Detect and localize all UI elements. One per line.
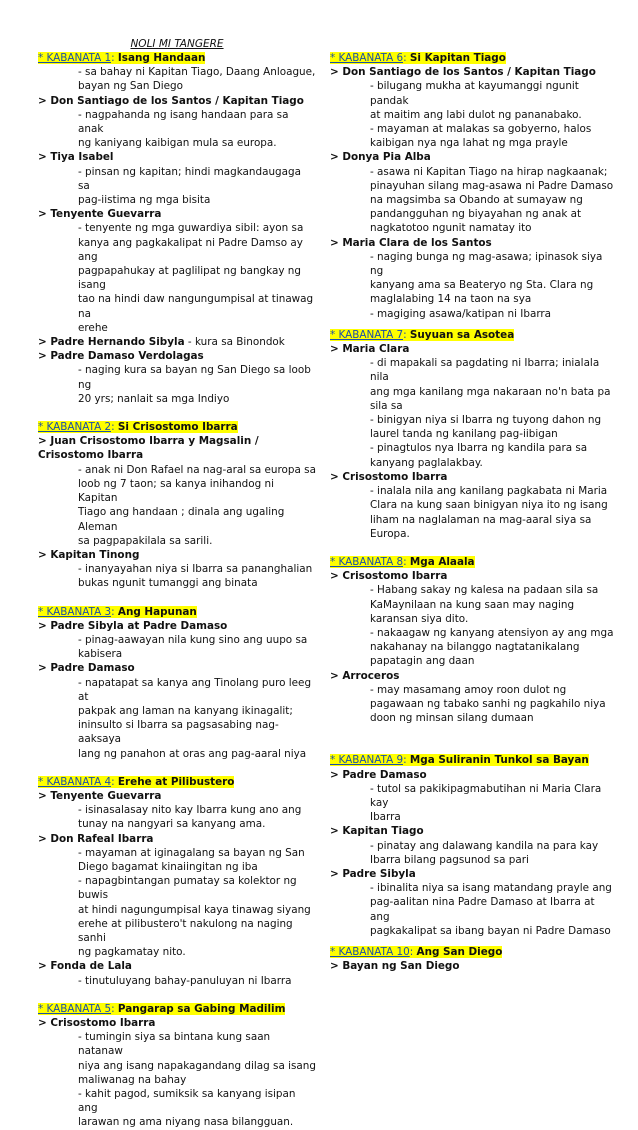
chapter-5	[38, 1002, 316, 1130]
character-name: > Kapitan Tinong	[38, 548, 140, 561]
character-name: > Maria Clara de los Santos	[330, 236, 492, 249]
text-line: kanyang ama sa Beateryo ng Sta. Clara ng	[370, 279, 594, 292]
character-name: > Arroceros	[330, 669, 400, 682]
right-column	[330, 0, 615, 973]
text-line: - magiging asawa/katipan ni Ibarra	[370, 307, 552, 320]
text-line: pagkakalipat sa ibang bayan ni Padre Damaso	[370, 924, 611, 937]
text-line: lang ng panahon at oras ang pag-aaral niya	[78, 747, 307, 760]
chapter-10-title: Ang San Diego	[416, 945, 503, 958]
text-line: pagawaan ng tabako sanhi ng pagkahilo niya	[370, 697, 606, 710]
character-name: > Donya Pia Alba	[330, 151, 431, 164]
chapter-3-number: * KABANATA 3	[38, 605, 112, 618]
document-title: NOLI MI TANGERE	[130, 38, 224, 50]
chapter-6	[330, 51, 615, 321]
text-line: - pinatay ang dalawang kandila na para kay	[370, 839, 599, 852]
chapter-2-heading: * KABANATA 2: Si Crisostomo Ibarra	[38, 421, 238, 434]
chapter-2	[38, 420, 316, 590]
text-line: - nakaagaw ng kanyang atensiyon ay ang mga	[370, 626, 614, 639]
chapter-8-title: Mga Alaala	[409, 555, 475, 568]
text-line: kaibigan nya nga lahat ng mga prayle	[370, 137, 568, 150]
text-line: - mayaman at iginagalang sa bayan ng San	[78, 846, 305, 859]
text-line: - napatapat sa kanya ang Tinolang puro leeg at	[78, 676, 312, 703]
chapter-1-heading: * KABANATA 1: Isang Handaan	[38, 52, 206, 64]
text-line: - asawa ni Kapitan Tiago na hirap nagkaanak;	[370, 165, 608, 178]
character-name: > Don Santiago de los Santos / Kapitan Tiago	[38, 94, 304, 107]
chapter-3	[38, 605, 316, 761]
text-line: larawan ng ama niyang nasa bilangguan.	[78, 1116, 294, 1129]
text-line: sila sa	[370, 399, 403, 412]
text-line: karansan siya dito.	[370, 612, 469, 625]
text-line: tunay na nangyari sa kanyang ama.	[78, 818, 266, 831]
text-line: - pinag-aawayan nila kung sino ang uupo sa	[78, 633, 308, 646]
character-name: > Tenyente Guevarra	[38, 208, 162, 221]
chapter-7-title: Suyuan sa Asotea	[409, 328, 515, 341]
text-line: - may masamang amoy roon dulot ng	[370, 683, 567, 696]
text-line: Clara na kung saan binigyan niya ito ng isang	[370, 499, 608, 512]
text-line: Tiago ang handaan ; dinala ang ugaling Aleman	[78, 506, 285, 533]
text-line: - naging bunga ng mag-asawa; ipinasok siya ng	[370, 250, 603, 278]
character-name: Crisostomo Ibarra	[38, 449, 144, 462]
character-name: > Padre Damaso Verdolagas	[38, 350, 204, 363]
text-line: kanyang paglalakbay.	[370, 456, 483, 469]
chapter-10-heading: * KABANATA 10: Ang San Diego	[330, 945, 503, 958]
text-line: pag-aalitan nina Padre Damaso at Ibarra at ang	[370, 896, 595, 923]
text-line: Ibarra bilang pagsunod sa pari	[370, 853, 529, 866]
chapter-4-title: Erehe at Pilibustero	[117, 775, 235, 788]
text-line: ang mga kanilang mga nakaraan no'n bata pa	[370, 385, 611, 398]
text-line: - sa bahay ni Kapitan Tiago, Daang Anloague,	[78, 66, 316, 79]
character-name: > Bayan ng San Diego	[330, 960, 460, 973]
chapter-2-title: Si Crisostomo Ibarra	[117, 421, 238, 434]
text-line: ng pagkamatay nito.	[78, 946, 186, 959]
text-line: - anak ni Don Rafael na nag-aral sa europa sa	[78, 463, 316, 476]
character-name: > Padre Sibyla at Padre Damaso	[38, 619, 228, 632]
text-line: pinayuhan silang mag-asawa ni Padre Damaso	[370, 179, 614, 192]
text-line: - binigyan niya si Ibarra ng tuyong dahon ng	[370, 414, 602, 427]
text-line: nakahanay na bilanggo nagtatanikalang	[370, 641, 580, 654]
text-line: - nagpahanda ng isang handaan para sa anak	[78, 108, 289, 136]
text-line: - tenyente ng mga guwardiya sibil: ayon sa	[78, 222, 304, 235]
text-line: pag-iistima ng mga bisita	[78, 194, 211, 207]
chapter-5-title: Pangarap sa Gabing Madilim	[117, 1002, 286, 1015]
chapter-10-number: * KABANATA 10	[330, 945, 410, 958]
character-name: > Maria Clara	[330, 343, 410, 356]
text-line: - mayaman at malakas sa gobyerno, halos	[370, 123, 592, 136]
character-name: > Padre Damaso	[38, 662, 135, 675]
text-line: kabisera	[78, 648, 123, 661]
character-name: > Juan Crisostomo Ibarra y Magsalin /	[38, 435, 259, 448]
text-line: 20 yrs; nanlait sa mga Indiyo	[78, 392, 230, 405]
text-line: pakpak ang laman na kanyang ikinagalit;	[78, 704, 293, 717]
text-line: - tinutuluyang bahay-panuluyan ni Ibarra	[78, 974, 292, 987]
chapter-5-heading: * KABANATA 5: Pangarap sa Gabing Madilim	[38, 1002, 286, 1015]
character-name: > Fonda de Lala	[38, 960, 132, 973]
text-line: loob ng 7 taon; sa kanya inihandog ni Kapitan	[78, 477, 274, 505]
chapter-1-title: Isang Handaan	[117, 52, 206, 64]
chapter-9	[330, 753, 615, 938]
chapter-2-number: * KABANATA 2	[38, 421, 112, 434]
text-line: - inanyayahan niya si Ibarra sa pananghalian	[78, 563, 313, 576]
character-name: > Padre Hernando Sibyla	[38, 336, 185, 349]
text-line: papatagin ang daan	[370, 655, 475, 668]
text-line: - isinasalasay nito kay Ibarra kung ano ang	[78, 804, 302, 817]
text-line: bukas ngunit tumanggi ang binata	[78, 577, 258, 590]
character-name: > Crisostomo Ibarra	[330, 570, 448, 583]
character-name: > Don Santiago de los Santos / Kapitan Tiago	[330, 66, 596, 79]
chapter-7-heading: * KABANATA 7: Suyuan sa Asotea	[330, 328, 515, 341]
chapter-7	[330, 328, 615, 541]
text-line: - Habang sakay ng kalesa na padaan sila sa	[370, 584, 599, 597]
character-name: > Padre Damaso	[330, 768, 427, 781]
chapter-8-heading: * KABANATA 8: Mga Alaala	[330, 555, 475, 568]
chapter-9-number: * KABANATA 9	[330, 754, 404, 767]
text-line: Ibarra	[370, 811, 401, 824]
text-line: - kahit pagod, sumiksik sa kanyang isipan ang	[78, 1088, 296, 1115]
character-note: - kura sa Binondok	[184, 336, 285, 349]
chapter-1-number: * KABANATA 1	[38, 52, 112, 64]
text-line: erehe	[78, 321, 108, 334]
chapter-9-heading: * KABANATA 9: Mga Suliranin Tunkol sa Bayan	[330, 754, 589, 767]
character-name: > Don Rafeal Ibarra	[38, 832, 154, 845]
chapter-4-heading: * KABANATA 4: Erehe at Pilibustero	[38, 775, 235, 788]
character-name: > Kapitan Tiago	[330, 825, 424, 838]
text-line: KaMaynilaan na kung saan may naging	[370, 598, 575, 611]
text-line: liham na naglalaman na mag-aaral siya sa	[370, 513, 592, 526]
chapter-3-heading: * KABANATA 3: Ang Hapunan	[38, 605, 197, 618]
chapter-1	[38, 51, 316, 406]
text-line: maliwanag na bahay	[78, 1073, 187, 1086]
chapter-3-title: Ang Hapunan	[117, 605, 197, 618]
chapter-6-number: * KABANATA 6	[330, 52, 404, 64]
character-line	[38, 335, 316, 349]
chapter-4	[38, 775, 316, 988]
character-name: > Tenyente Guevarra	[38, 789, 162, 802]
chapter-8	[330, 555, 615, 725]
text-line: ng kaniyang kaibigan mula sa europa.	[78, 137, 277, 150]
text-line: na magsimba sa Obando at sumayaw ng	[370, 194, 583, 207]
text-line: erehe at pilibustero't nakulong na naging sanhi	[78, 917, 293, 944]
chapter-10	[330, 945, 615, 973]
character-name: > Padre Sibyla	[330, 867, 416, 880]
left-column	[38, 0, 316, 1130]
text-line: - tumingin siya sa bintana kung saan natanaw	[78, 1031, 271, 1058]
text-line: - napagbintangan pumatay sa kolektor ng buwis	[78, 875, 297, 902]
text-line: bayan ng San Diego	[78, 80, 183, 93]
text-line: sa pagpapakilala sa sarili.	[78, 534, 213, 547]
character-name: > Crisostomo Ibarra	[330, 470, 448, 483]
text-line: - tutol sa pakikipagmabutihan ni Maria Clara kay	[370, 782, 602, 809]
chapter-7-number: * KABANATA 7	[330, 328, 404, 341]
text-line: - inalala nila ang kanilang pagkabata ni Maria	[370, 485, 608, 498]
chapter-6-title: Si Kapitan Tiago	[409, 52, 506, 64]
text-line: pandangguhan ng biyayahan ng anak at	[370, 208, 582, 221]
chapter-8-number: * KABANATA 8	[330, 555, 404, 568]
text-line: Diego bagamat kinaiingitan ng iba	[78, 860, 258, 873]
text-line: - pinsan ng kapitan; hindi magkandaugaga sa	[78, 165, 301, 192]
text-line: tao na hindi daw nangungumpisal at tinawag na	[78, 293, 314, 320]
character-name: > Tiya Isabel	[38, 151, 114, 164]
text-line: - di mapakali sa pagdating ni Ibarra; inialala nila	[370, 357, 600, 384]
chapter-4-number: * KABANATA 4	[38, 775, 112, 788]
text-line: nagkatotoo ngunit namatay ito	[370, 222, 532, 235]
text-line: Europa.	[370, 527, 410, 540]
chapter-5-number: * KABANATA 5	[38, 1002, 112, 1015]
character-name: > Crisostomo Ibarra	[38, 1017, 156, 1029]
text-line: - bilugang mukha at kayumanggi ngunit pandak	[370, 80, 579, 107]
text-line: - naging kura sa bayan ng San Diego sa loob ng	[78, 364, 311, 391]
text-line: laurel tanda ng kanilang pag-iibigan	[370, 428, 558, 441]
text-line: at maitim ang labi dulot ng pananabako.	[370, 108, 582, 121]
text-line: at hindi nagungumpisal kaya tinawag siyang	[78, 903, 311, 916]
text-line: niya ang isang napakagandang dilag sa isang	[78, 1059, 316, 1072]
chapter-9-title: Mga Suliranin Tunkol sa Bayan	[409, 754, 589, 767]
text-line: doon ng minsan silang dumaan	[370, 712, 534, 725]
text-line: - ibinalita niya sa isang matandang prayle ang	[370, 882, 612, 895]
text-line: maglalabing 14 na taon na sya	[370, 293, 532, 306]
text-line: - pinagtulos nya Ibarra ng kandila para sa	[370, 442, 588, 455]
text-line: pagpapahukay at paglilipat ng bangkay ng isang	[78, 265, 301, 292]
text-line: ininsulto si Ibarra sa pagsasabing nag-aaksaya	[78, 719, 279, 746]
text-line: kanya ang pagkakalipat ni Padre Damso ay ang	[78, 236, 303, 263]
chapter-6-heading: * KABANATA 6: Si Kapitan Tiago	[330, 52, 506, 64]
